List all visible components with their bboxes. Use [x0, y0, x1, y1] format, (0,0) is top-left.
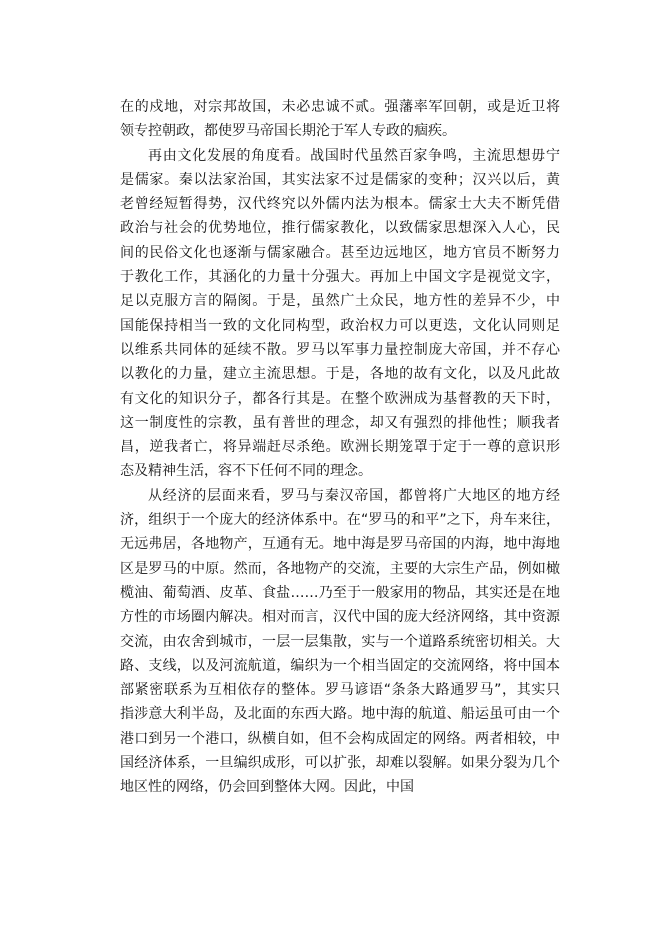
text-line: 再由文化发展的角度看。战国时代虽然百家争鸣，主流思想毋宁: [148, 147, 560, 164]
text-line: 在的戍地，对宗邦故国，未必忠诚不贰。强藩率军回朝，或是近卫将: [120, 99, 560, 115]
text-line: 间的民俗文化也逐渐与儒家融合。甚至边远地区，地方官员不断努力: [120, 244, 560, 261]
text-line: 国能保持相当一致的文化同构型，政治权力可以更迭，文化认同则足: [120, 317, 560, 334]
text-line: 态及精神生活，容不下任何不同的理念。: [120, 463, 372, 480]
body-text: [120, 95, 560, 800]
text-line: 以维系共同体的延续不散。罗马以军事力量控制庞大帝国，并不存心: [120, 341, 560, 358]
text-line: 榄油、葡萄酒、皮革、食盐……乃至于一般家用的物品，其实还是在地: [120, 584, 560, 601]
text-line: 这一制度性的宗教，虽有普世的理念，却又有强烈的排他性；顺我者: [120, 414, 560, 431]
text-line: 地区性的网络，仍会回到整体大网。因此，中国: [120, 779, 414, 796]
text-line: 路、支线，以及河流航道，编织为一个相当固定的交流网络，将中国本: [120, 657, 560, 674]
text-line: 济，组织于一个庞大的经济体系中。在“罗马的和平”之下，舟车来往，: [120, 512, 560, 529]
text-line: 无远弗居，各地物产，互通有无。地中海是罗马帝国的内海，地中海地: [120, 536, 560, 553]
text-line: 领专控朝政，都使罗马帝国长期沦于军人专政的痼疾。: [120, 123, 456, 140]
text-line: 从经济的层面来看，罗马与秦汉帝国，都曾将广大地区的地方经: [148, 487, 560, 504]
text-line: 指涉意大利半岛，及北面的东西大路。地中海的航道、船运虽可由一个: [120, 706, 560, 723]
text-line: 政治与社会的优势地位，推行儒家教化，以致儒家思想深入人心，民: [120, 220, 560, 237]
text-line: 部紧密联系为互相依存的整体。罗马谚语“条条大路通罗马”，其实只: [120, 682, 560, 699]
text-line: 交流，由农舍到城市，一层一层集散，实与一个道路系统密切相关。大: [120, 633, 560, 650]
text-line: 是儒家。秦以法家治国，其实法家不过是儒家的变种；汉兴以后，黄: [120, 171, 560, 188]
text-line: 港口到另一个港口，纵横自如，但不会构成固定的网络。两者相较，中: [120, 730, 560, 747]
text-line: 国经济体系，一旦编织成形，可以扩张，却难以裂解。如果分裂为几个: [120, 755, 560, 772]
text-line: 足以克服方言的隔阂。于是，虽然广土众民，地方性的差异不少，中: [120, 293, 560, 310]
text-line: 以教化的力量，建立主流思想。于是，各地的故有文化，以及凡此故: [120, 366, 560, 383]
text-line: 于教化工作，其涵化的力量十分强大。再加上中国文字是视觉文字，: [120, 269, 560, 286]
text-line: 区是罗马的中原。然而，各地物产的交流，主要的大宗生产品，例如橄: [120, 560, 560, 577]
text-line: 昌，逆我者亡，将异端赶尽杀绝。欧洲长期笼罩于定于一尊的意识形: [120, 439, 560, 456]
text-line: 有文化的知识分子，都各行其是。在整个欧洲成为基督教的天下时，: [120, 390, 560, 407]
text-line: 老曾经短暂得势，汉代终究以外儒内法为根本。儒家士大夫不断凭借: [120, 196, 560, 213]
text-line: 方性的市场圈内解决。相对而言，汉代中国的庞大经济网络，其中资源: [120, 609, 560, 626]
